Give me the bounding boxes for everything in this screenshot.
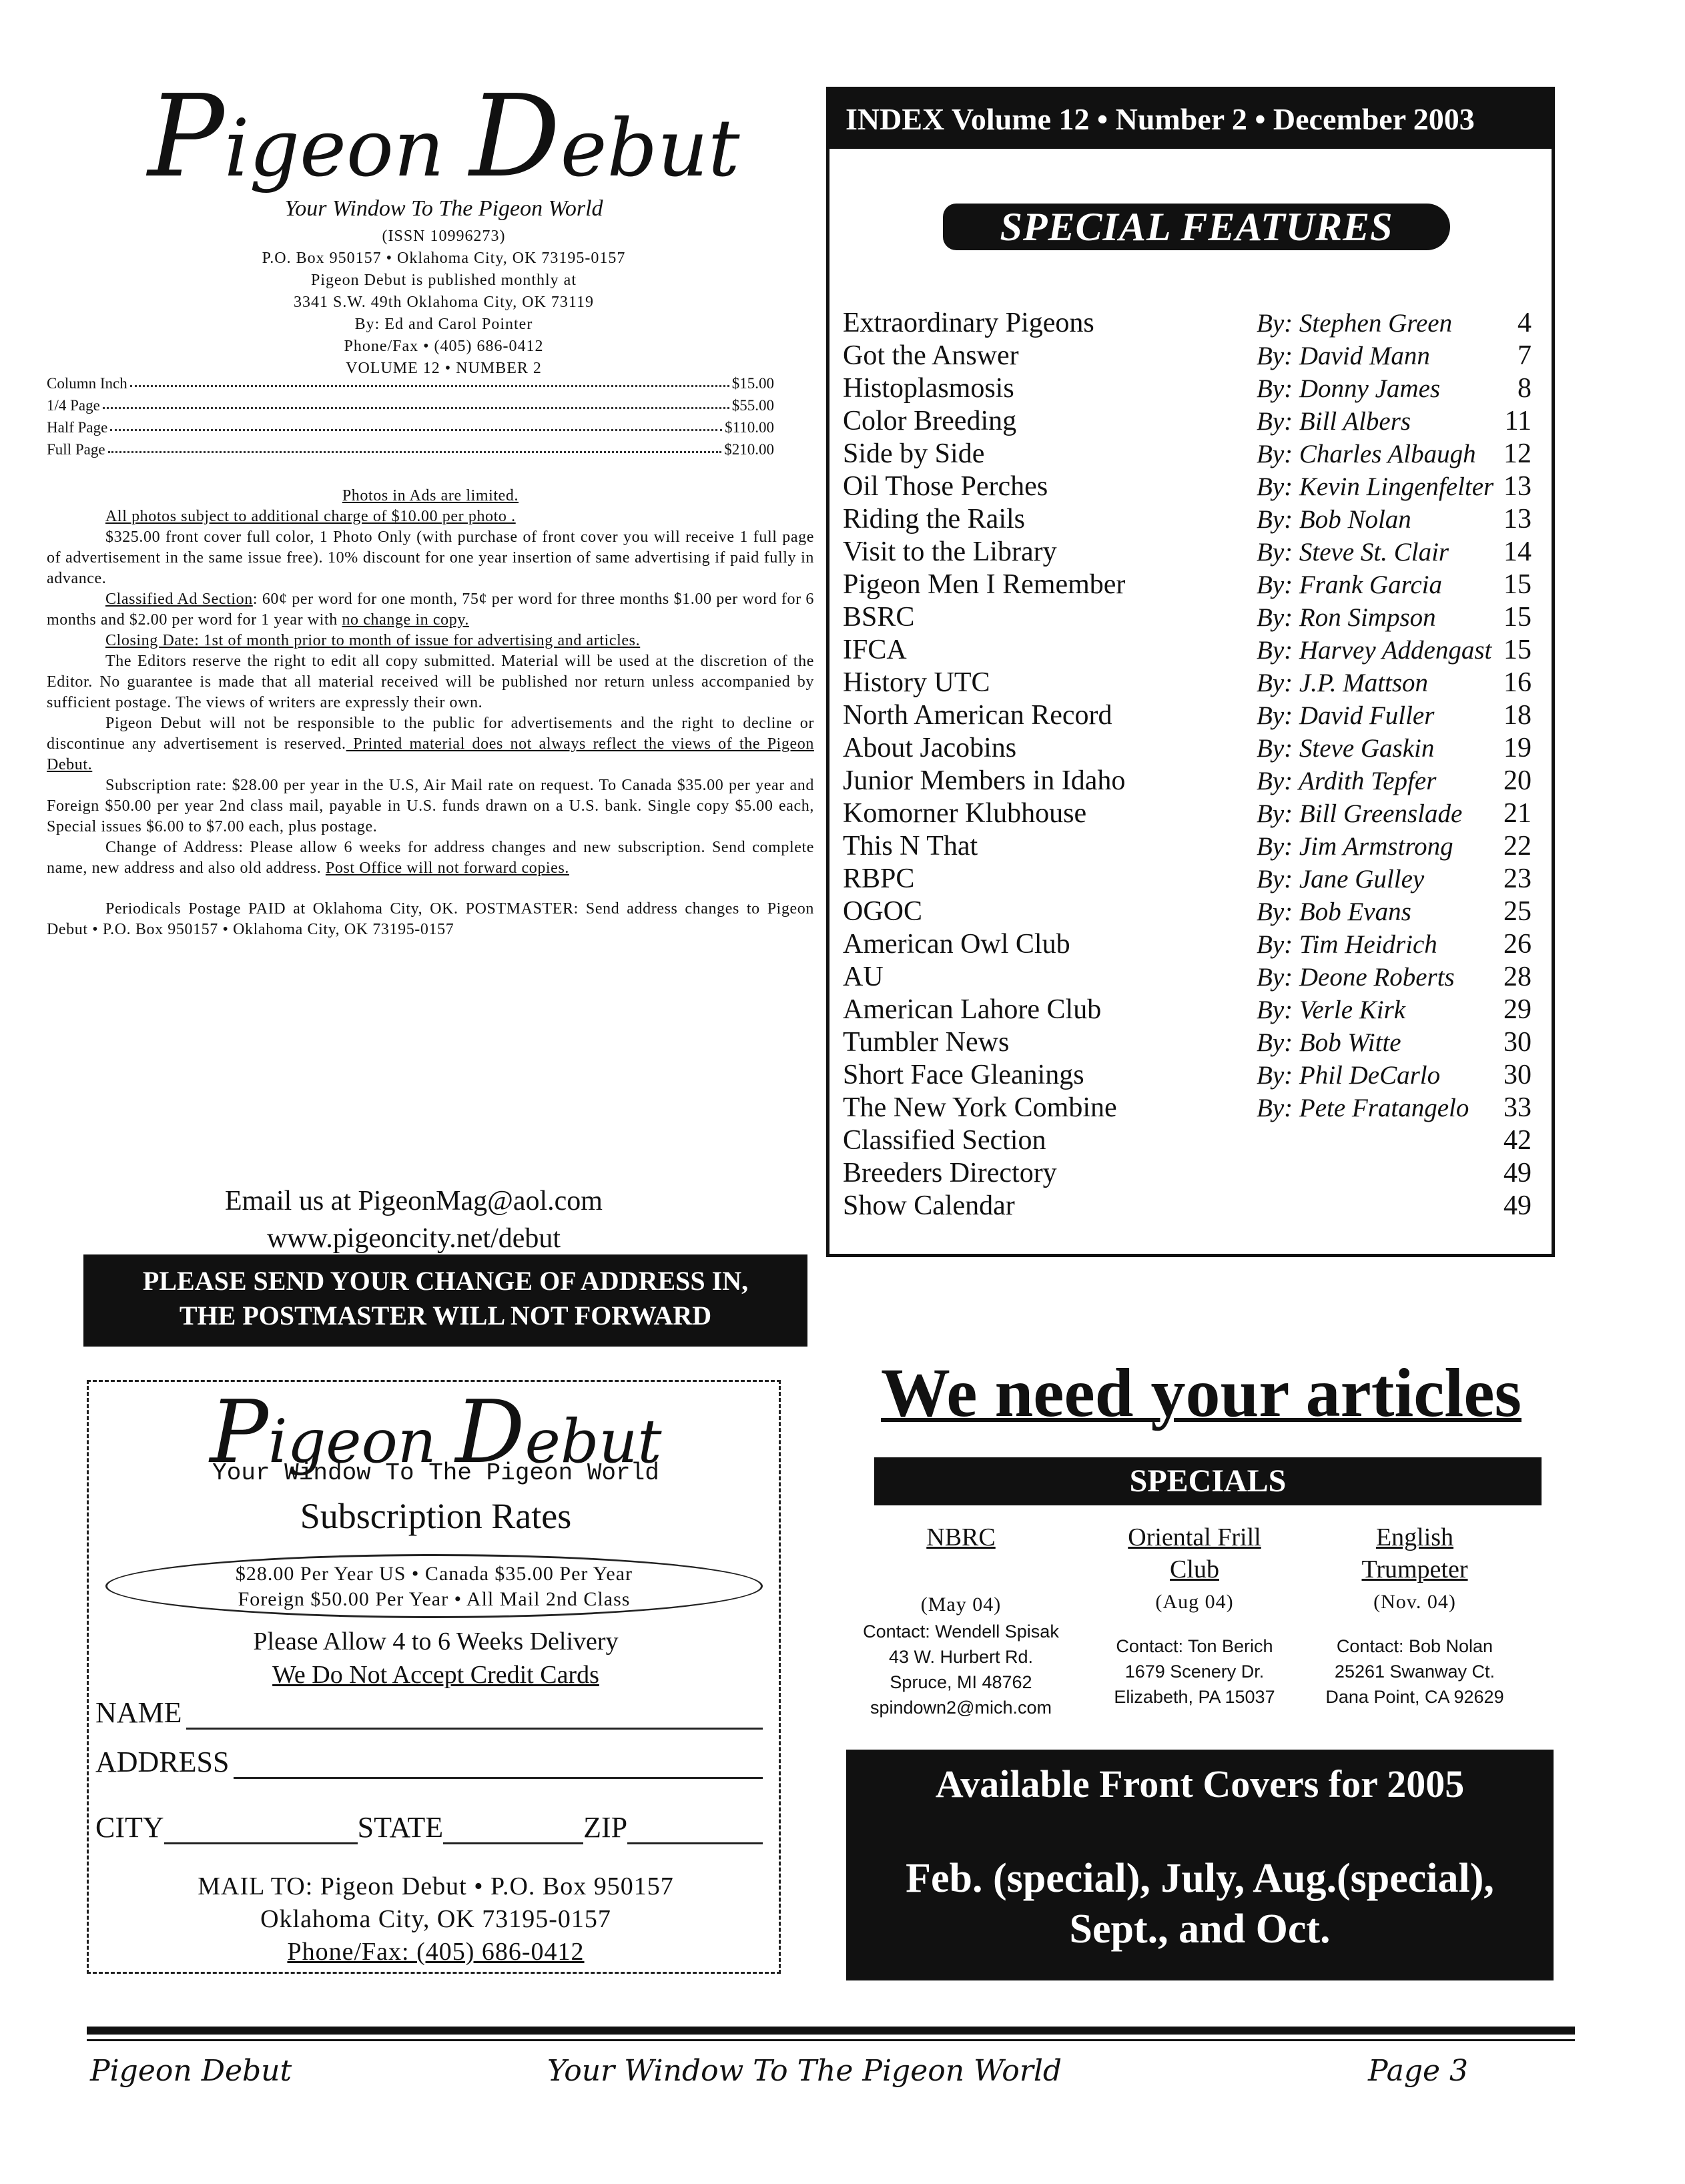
feature-row bbox=[843, 1026, 1544, 1059]
feature-title: Extraordinary Pigeons bbox=[843, 308, 1094, 338]
feature-author: By: Bill Greenslade bbox=[1257, 799, 1463, 828]
feature-title: Show Calendar bbox=[843, 1190, 1015, 1221]
feature-row bbox=[843, 372, 1544, 405]
feature-row bbox=[843, 797, 1544, 830]
feature-page: 23 bbox=[1503, 863, 1532, 894]
feature-page: 33 bbox=[1503, 1092, 1532, 1123]
feature-author: By: Tim Heidrich bbox=[1257, 930, 1437, 959]
feature-author: By: J.P. Mattson bbox=[1257, 669, 1429, 697]
feature-title: Oil Those Perches bbox=[843, 471, 1048, 502]
feature-title: Short Face Gleanings bbox=[843, 1060, 1084, 1090]
feature-author: By: Donny James bbox=[1257, 374, 1441, 403]
feature-author: By: Pete Fratangelo bbox=[1257, 1094, 1469, 1122]
feature-title: Classified Section bbox=[843, 1125, 1046, 1156]
masthead bbox=[80, 71, 807, 380]
footer-publication: Pigeon Debut bbox=[90, 2054, 292, 2088]
feature-page: 21 bbox=[1503, 798, 1532, 829]
feature-title: BSRC bbox=[843, 602, 915, 633]
feature-title: Junior Members in Idaho bbox=[843, 765, 1126, 796]
volume: VOLUME 12 • NUMBER 2 bbox=[346, 360, 542, 377]
index-header: INDEX Volume 12 • Number 2 • December 2003 bbox=[829, 90, 1552, 149]
change-address-note: Change of Address: Please allow 6 weeks for address changes and new subscription. Send complete name, new address and also old address. Post Office will not forward copies. bbox=[47, 839, 814, 877]
feature-author: By: Stephen Green bbox=[1257, 309, 1453, 338]
rate-row: 1/4 Page $55.00 bbox=[47, 397, 774, 414]
classified-note: Classified Ad Section: 60¢ per word for one month, 75¢ per word for three months $1.00 per word for 6 months and $2.00 per word for 1 year with no change in copy. bbox=[47, 591, 814, 629]
feature-title: About Jacobins bbox=[843, 733, 1017, 763]
feature-title: North American Record bbox=[843, 700, 1112, 731]
feature-title: Got the Answer bbox=[843, 340, 1019, 371]
delivery-note: Please Allow 4 to 6 Weeks Delivery We Do Not Accept Credit Cards bbox=[253, 1627, 619, 1689]
feature-page: 49 bbox=[1503, 1158, 1532, 1188]
feature-author: By: Verle Kirk bbox=[1257, 996, 1406, 1024]
feature-title: American Lahore Club bbox=[843, 994, 1102, 1025]
feature-page: 14 bbox=[1503, 536, 1532, 567]
feature-author: By: Kevin Lingenfelter bbox=[1257, 472, 1494, 501]
index-box bbox=[826, 87, 1555, 1257]
feature-author: By: Jane Gulley bbox=[1257, 865, 1425, 893]
feature-row bbox=[843, 961, 1544, 994]
rate-row: Full Page $210.00 bbox=[47, 441, 774, 458]
feature-author: By: Bob Witte bbox=[1257, 1028, 1401, 1057]
feature-page: 15 bbox=[1503, 569, 1532, 600]
feature-row bbox=[843, 405, 1544, 438]
feature-page: 18 bbox=[1503, 700, 1532, 731]
subscription-coupon bbox=[87, 1380, 781, 1974]
coupon-tagline: Your Window To The Pigeon World bbox=[212, 1459, 659, 1487]
feature-page: 28 bbox=[1503, 962, 1532, 992]
feature-page: 16 bbox=[1503, 667, 1532, 698]
feature-page: 13 bbox=[1503, 471, 1532, 502]
feature-author: By: Frank Garcia bbox=[1257, 571, 1442, 599]
feature-page: 22 bbox=[1503, 831, 1532, 861]
contact-info bbox=[80, 1182, 747, 1257]
footer-rule-thin bbox=[87, 2039, 1575, 2041]
feature-title: The New York Combine bbox=[843, 1092, 1117, 1123]
feature-row bbox=[843, 699, 1544, 732]
feature-page: 25 bbox=[1503, 896, 1532, 927]
feature-row bbox=[843, 1157, 1544, 1190]
footer-rule bbox=[87, 2027, 1575, 2035]
rates-oval: $28.00 Per Year US • Canada $35.00 Per Year Foreign $50.00 Per Year • All Mail 2nd Class bbox=[105, 1554, 763, 1618]
feature-row bbox=[843, 667, 1544, 699]
feature-row bbox=[843, 307, 1544, 340]
feature-page: 30 bbox=[1503, 1027, 1532, 1058]
photos-limited: Photos in Ads are limited. bbox=[342, 487, 519, 504]
feature-author: By: Charles Albaugh bbox=[1257, 440, 1476, 468]
feature-page: 19 bbox=[1503, 733, 1532, 763]
feature-row bbox=[843, 634, 1544, 667]
feature-author: By: Phil DeCarlo bbox=[1257, 1061, 1441, 1090]
feature-page: 30 bbox=[1503, 1060, 1532, 1090]
feature-title: Histoplasmosis bbox=[843, 373, 1014, 404]
feature-row bbox=[843, 1092, 1544, 1124]
address-field[interactable]: ADDRESS bbox=[95, 1745, 763, 1779]
feature-author: By: Steve Gaskin bbox=[1257, 734, 1435, 763]
front-covers-banner: Available Front Covers for 2005 Feb. (special), July, Aug.(special), Sept., and Oct. bbox=[846, 1750, 1554, 1980]
street-address: 3341 S.W. 49th Oklahoma City, OK 73119 bbox=[294, 294, 594, 311]
ad-rates bbox=[47, 370, 774, 458]
feature-page: 42 bbox=[1503, 1125, 1532, 1156]
feature-title: OGOC bbox=[843, 896, 923, 927]
rate-row: Half Page $110.00 bbox=[47, 419, 774, 436]
feature-title: AU bbox=[843, 962, 884, 992]
feature-row bbox=[843, 863, 1544, 895]
feature-row bbox=[843, 438, 1544, 470]
feature-author: By: Deone Roberts bbox=[1257, 963, 1455, 992]
feature-author: By: Bob Nolan bbox=[1257, 505, 1411, 534]
masthead-info bbox=[80, 226, 807, 380]
feature-page: 4 bbox=[1518, 308, 1532, 338]
feature-title: IFCA bbox=[843, 635, 907, 665]
feature-author: By: Harvey Addengast bbox=[1257, 636, 1492, 665]
feature-author: By: Ron Simpson bbox=[1257, 603, 1436, 632]
feature-page: 12 bbox=[1503, 438, 1532, 469]
subscription-note: Subscription rate: $28.00 per year in the U.S, Air Mail rate on request. To Canada $35.00 per year and Foreign $50.00 per year 2nd class mail, payable in U.S. funds drawn on a U.S. bank. Single copy $5.00 each, Special issues $6.00 to $7.00 each, plus postage. bbox=[47, 777, 814, 835]
feature-page: 29 bbox=[1503, 994, 1532, 1025]
rate-row: Column Inch $15.00 bbox=[47, 375, 774, 392]
feature-page: 7 bbox=[1518, 340, 1532, 371]
features-list bbox=[843, 307, 1544, 1222]
feature-row bbox=[843, 1059, 1544, 1092]
feature-title: Pigeon Men I Remember bbox=[843, 569, 1126, 600]
feature-page: 11 bbox=[1504, 406, 1532, 436]
feature-row bbox=[843, 470, 1544, 503]
footer-page-number: Page 3 bbox=[1368, 2054, 1469, 2088]
feature-author: By: Bob Evans bbox=[1257, 897, 1411, 926]
phone: Phone/Fax • (405) 686-0412 bbox=[344, 338, 544, 355]
feature-title: American Owl Club bbox=[843, 929, 1070, 960]
po-box: P.O. Box 950157 • Oklahoma City, OK 73195-0157 bbox=[262, 250, 626, 267]
closing-date: Closing Date: 1st of month prior to month of issue for advertising and articles. bbox=[105, 632, 641, 649]
special-features-badge: SPECIAL FEATURES bbox=[943, 204, 1450, 250]
feature-title: Komorner Klubhouse bbox=[843, 798, 1087, 829]
coupon-logo: Pigeon Debut bbox=[210, 1381, 662, 1483]
change-address-banner: PLEASE SEND YOUR CHANGE OF ADDRESS IN, THE POSTMASTER WILL NOT FORWARD bbox=[83, 1254, 807, 1347]
feature-page: 26 bbox=[1503, 929, 1532, 960]
feature-author: By: Jim Armstrong bbox=[1257, 832, 1453, 861]
feature-title: RBPC bbox=[843, 863, 915, 894]
feature-row bbox=[843, 895, 1544, 928]
feature-page: 20 bbox=[1503, 765, 1532, 796]
front-cover-note: $325.00 front cover full color, 1 Photo Only (with purchase of front cover you will receive 1 full page of advertisement in the same issue free). 10% discount for one year insertion of same advertising if paid fully in advance. bbox=[47, 528, 814, 587]
special-oriental-frill: Oriental Frill Club (Aug 04) Contact: Ton Berich 1679 Scenery Dr. Elizabeth, PA 15037 bbox=[1114, 1523, 1275, 1707]
postage-note: Periodicals Postage PAID at Oklahoma City, OK. POSTMASTER: Send address changes to Pigeon Debut • P.O. Box 950157 • Oklahoma City, OK 73195-0157 bbox=[47, 900, 814, 938]
website-link[interactable]: www.pigeoncity.net/debut bbox=[266, 1223, 561, 1254]
masthead-tagline: Your Window To The Pigeon World bbox=[284, 196, 603, 221]
issn: (ISSN 10996273) bbox=[382, 228, 506, 245]
feature-page: 15 bbox=[1503, 602, 1532, 633]
feature-page: 8 bbox=[1518, 373, 1532, 404]
feature-title: Side by Side bbox=[843, 438, 985, 469]
feature-row bbox=[843, 340, 1544, 372]
feature-page: 49 bbox=[1503, 1190, 1532, 1221]
city-state-zip-field[interactable]: CITY STATE ZIP bbox=[95, 1810, 763, 1844]
responsibility-note: Pigeon Debut will not be responsible to the public for advertisements and the right to decline or discontinue any advertisement is reserved. Printed material does not always reflect the views of the Pigeon Debut. bbox=[47, 715, 814, 773]
feature-row bbox=[843, 569, 1544, 601]
feature-title: Tumbler News bbox=[843, 1027, 1010, 1058]
feature-row bbox=[843, 601, 1544, 634]
publishers: By: Ed and Carol Pointer bbox=[354, 316, 533, 333]
subscription-rates-title: Subscription Rates bbox=[300, 1496, 572, 1536]
feature-row bbox=[843, 1124, 1544, 1157]
special-nbrc: NBRC (May 04) Contact: Wendell Spisak 43 W. Hurbert Rd. Spruce, MI 48762 spindown2@mich.com bbox=[863, 1523, 1059, 1718]
feature-author: By: David Mann bbox=[1257, 342, 1430, 370]
advertising-terms bbox=[47, 486, 814, 940]
articles-heading: We need your articles bbox=[881, 1355, 1522, 1431]
feature-page: 15 bbox=[1503, 635, 1532, 665]
feature-row bbox=[843, 503, 1544, 536]
editors-note: The Editors reserve the right to edit all copy submitted. Material will be used at the discretion of the Editor. No guarantee is made that all material received will be published nor return unless accompanied by sufficient postage. The views of writers are expressly their own. bbox=[47, 653, 814, 711]
feature-title: This N That bbox=[843, 831, 978, 861]
published-note: Pigeon Debut is published monthly at bbox=[311, 272, 577, 289]
feature-row bbox=[843, 830, 1544, 863]
photos-charge: All photos subject to additional charge of $10.00 per photo . bbox=[105, 508, 516, 525]
email-link[interactable]: Email us at PigeonMag@aol.com bbox=[225, 1186, 603, 1216]
feature-row bbox=[843, 1190, 1544, 1222]
feature-author: By: Bill Albers bbox=[1257, 407, 1411, 436]
feature-title: Color Breeding bbox=[843, 406, 1017, 436]
feature-author: By: David Fuller bbox=[1257, 701, 1435, 730]
footer-tagline: Your Window To The Pigeon World bbox=[547, 2054, 1062, 2088]
specials-bar: SPECIALS bbox=[874, 1457, 1542, 1505]
special-english-trumpeter: English Trumpeter (Nov. 04) Contact: Bob Nolan 25261 Swanway Ct. Dana Point, CA 92629 bbox=[1325, 1523, 1504, 1707]
feature-row bbox=[843, 732, 1544, 765]
feature-page: 13 bbox=[1503, 504, 1532, 534]
feature-author: By: Ardith Tepfer bbox=[1257, 767, 1437, 795]
feature-row bbox=[843, 928, 1544, 961]
feature-author: By: Steve St. Clair bbox=[1257, 538, 1449, 567]
feature-title: Visit to the Library bbox=[843, 536, 1057, 567]
feature-row bbox=[843, 765, 1544, 797]
feature-row bbox=[843, 994, 1544, 1026]
name-field[interactable]: NAME bbox=[95, 1696, 763, 1730]
masthead-logo: Pigeon Debut bbox=[147, 71, 740, 203]
feature-title: Riding the Rails bbox=[843, 504, 1025, 534]
mail-to: MAIL TO: Pigeon Debut • P.O. Box 950157 Oklahoma City, OK 73195-0157 Phone/Fax: (405) 686-0412 bbox=[198, 1872, 674, 1966]
feature-row bbox=[843, 536, 1544, 569]
feature-title: History UTC bbox=[843, 667, 990, 698]
feature-title: Breeders Directory bbox=[843, 1158, 1057, 1188]
